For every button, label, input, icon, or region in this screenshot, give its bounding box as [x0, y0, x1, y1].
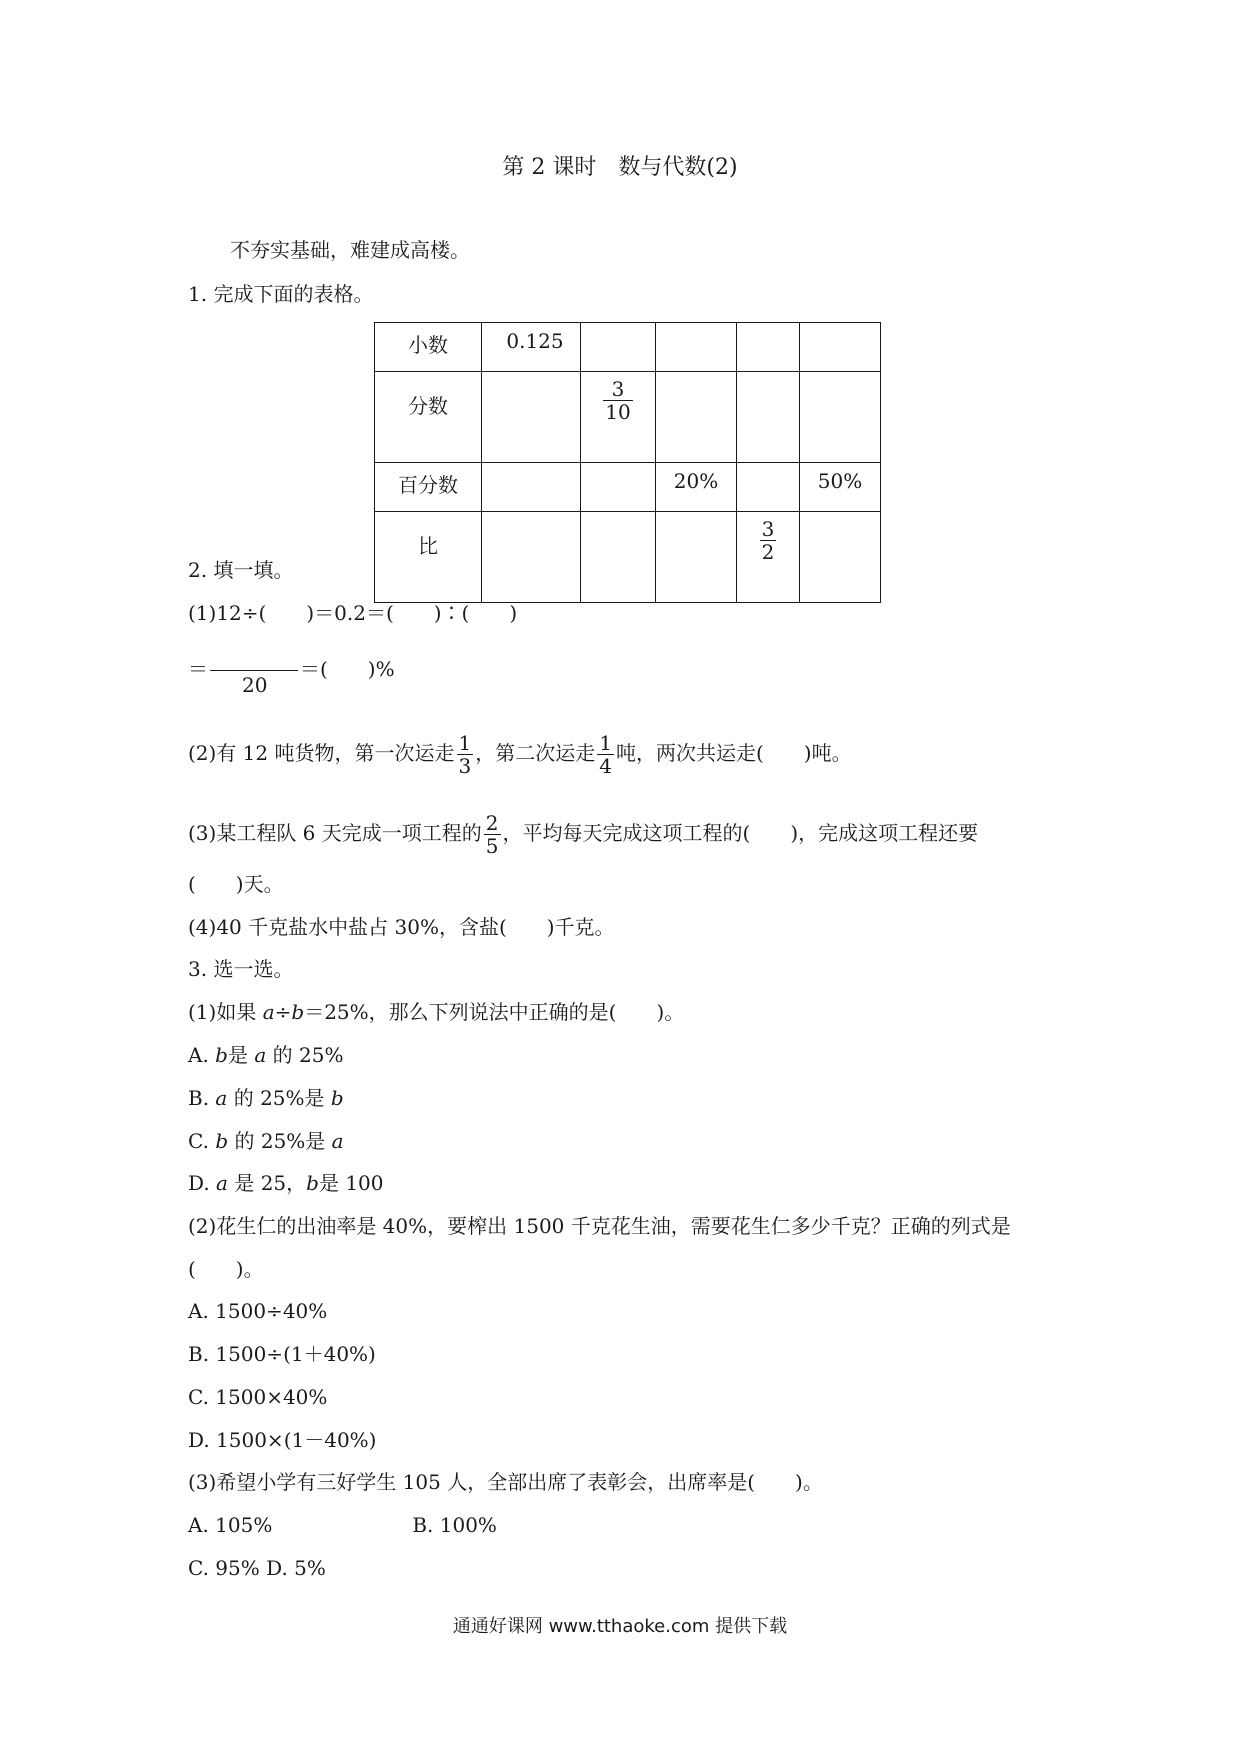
table-cell	[656, 372, 737, 463]
table-cell	[581, 323, 656, 372]
table-cell: 50%	[800, 463, 881, 512]
q3-part2-option-a: A. 1500÷40%	[188, 1299, 328, 1323]
table-cell	[737, 463, 800, 512]
table-row	[375, 512, 881, 603]
table-row	[375, 463, 881, 512]
table-row	[375, 372, 881, 463]
q3-part1: (1)如果 a÷b＝25%，那么下列说法中正确的是( )。	[188, 1000, 685, 1024]
q2-part3-line2: ( )天。	[188, 872, 284, 896]
table-cell	[737, 323, 800, 372]
q1-heading: 1. 完成下面的表格。	[188, 282, 374, 306]
q3-part3-options-cd: C. 95% D. 5%	[188, 1556, 326, 1580]
motto: 不夯实基础，难建成高楼。	[230, 238, 470, 262]
table-cell: 20%	[656, 463, 737, 512]
table-cell	[737, 512, 800, 603]
q3-option-d: D. a 是 25，b是 100	[188, 1171, 384, 1195]
q3-heading: 3. 选一选。	[188, 957, 294, 981]
q3-part2-line2: ( )。	[188, 1257, 264, 1281]
table-cell	[482, 512, 581, 603]
q2-part4: (4)40 千克盐水中盐占 30%，含盐( )千克。	[188, 915, 615, 939]
table-cell: 0.125	[482, 323, 581, 372]
table-cell	[800, 323, 881, 372]
fraction-2-5: $\frac{2}{5}$	[485, 811, 499, 858]
table-cell	[800, 372, 881, 463]
table-row	[375, 323, 881, 372]
q2-part2: (2)有 12 吨货物，第一次运走 $\frac{1}{3}$ ，第二次运走 $\frac{1}{4}$ 吨，两次共运走( )吨。	[188, 731, 852, 778]
conversion-table	[374, 322, 881, 603]
table-cell	[581, 463, 656, 512]
topic-label: 数与代数(2)	[618, 155, 738, 180]
table-cell	[800, 512, 881, 603]
row-label: 分数	[375, 372, 482, 463]
q2-part1-line1: (1)12÷( )＝0.2＝( )∶( )	[188, 601, 518, 625]
denominator-20: 20	[242, 673, 268, 697]
table-cell	[482, 372, 581, 463]
row-label: 百分数	[375, 463, 482, 512]
q3-part2-option-c: C. 1500×40%	[188, 1385, 328, 1409]
table-cell	[581, 512, 656, 603]
table-cell	[656, 512, 737, 603]
fraction-3-10: $\frac{3}{10}$	[605, 377, 631, 424]
q2-heading: 2. 填一填。	[188, 558, 294, 582]
q3-part2-line1: (2)花生仁的出油率是 40%，要榨出 1500 千克花生油，需要花生仁多少千克？正确的列式是	[188, 1214, 1011, 1238]
table-cell	[656, 323, 737, 372]
row-label: 小数	[375, 323, 482, 372]
blank-numerator-line	[210, 670, 298, 671]
q3-part3-options-ab: A. 105% B. 100%	[188, 1513, 497, 1537]
q3-part3: (3)希望小学有三好学生 105 人，全部出席了表彰会，出席率是( )。	[188, 1470, 823, 1494]
row-label: 比	[375, 512, 482, 603]
table-cell	[482, 463, 581, 512]
q2-part1-line2: ＝ ＝( )%	[188, 657, 395, 681]
q3-option-c: C. b 的 25%是 a	[188, 1129, 344, 1153]
lesson-label: 第 2 课时	[502, 155, 597, 180]
q3-part2-option-d: D. 1500×(1－40%)	[188, 1428, 377, 1452]
fraction-1-4: $\frac{1}{4}$	[599, 731, 612, 778]
q3-option-a: A. b是 a 的 25%	[188, 1043, 344, 1067]
fraction-1-3: $\frac{1}{3}$	[458, 731, 472, 778]
page-title	[0, 150, 1240, 181]
q3-option-b: B. a 的 25%是 b	[188, 1086, 344, 1110]
q3-part2-option-b: B. 1500÷(1＋40%)	[188, 1342, 376, 1366]
footer-credit: 通通好课网 www.tthaoke.com 提供下载	[452, 1616, 788, 1637]
fraction-3-2: $\frac{3}{2}$	[761, 517, 775, 564]
table-cell	[737, 372, 800, 463]
q2-part3-line1: (3)某工程队 6 天完成一项工程的 $\frac{2}{5}$ ，平均每天完成这项工程的( )，完成这项工程还要	[188, 811, 979, 858]
table-cell	[581, 372, 656, 463]
